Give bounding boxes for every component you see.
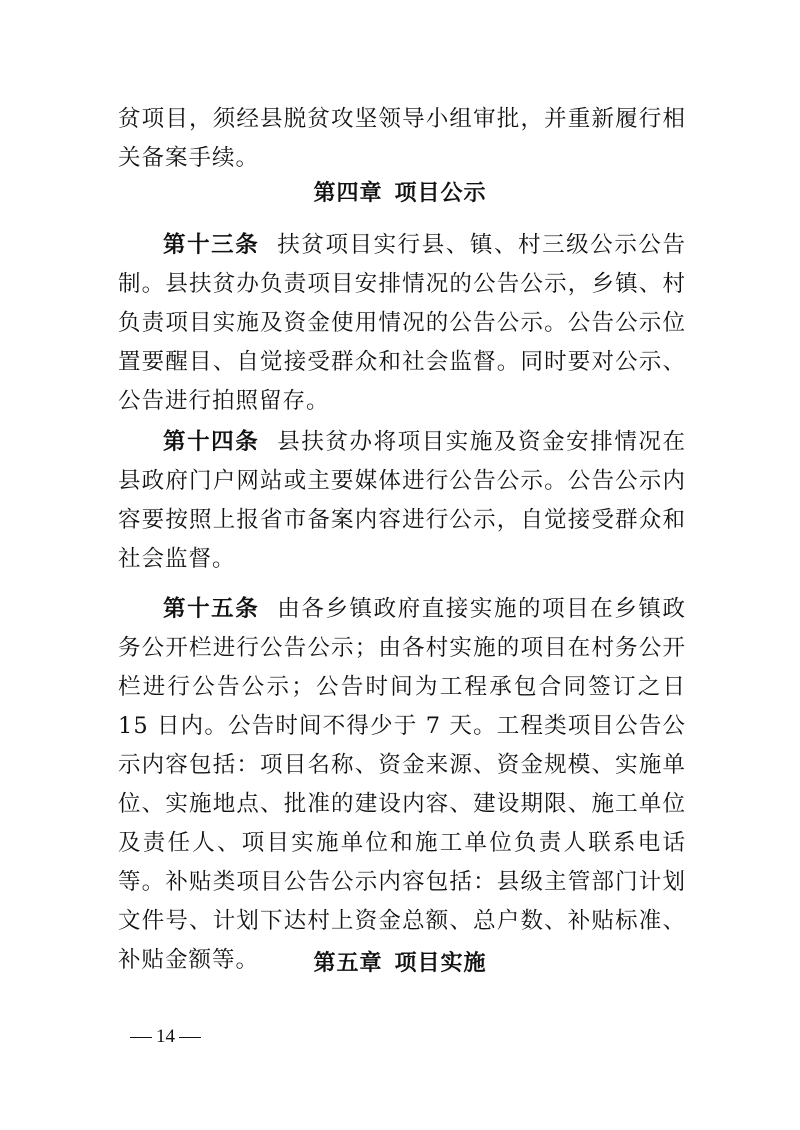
article-15-label: 第十五条 xyxy=(163,596,260,622)
continuation-paragraph xyxy=(118,100,686,178)
footer-left-dash xyxy=(130,1037,152,1038)
chapter-4-title: 项目公示 xyxy=(394,180,487,206)
article-13-text: 扶贫项目实行县、镇、村三级公示公告制。县扶贫办负责项目安排情况的公告公示，乡镇、村负责项目实施及资金使用情况的公告公示。公告公示位置要醒目、自觉接受群众和社会监督。同时要对公示、公告进行拍照留存。 xyxy=(118,232,686,414)
chapter-4-heading xyxy=(0,178,800,208)
article-13-paragraph xyxy=(118,226,686,421)
chapter-5-title: 项目实施 xyxy=(394,950,487,976)
article-15-text: 由各乡镇政府直接实施的项目在乡镇政务公开栏进行公告公示；由各村实施的项目在村务公开栏进行公告公示；公告时间为工程承包合同签订之日 15 日内。公告时间不得少于 7 天。工程类项目公告公示内容包括：项目名称、资金来源、资金规模、实施单位、实施地点、批准的建设内容、建设期限、施工单位及责任人、项目实施单位和施工单位负责人联系电话等。补贴类项目公告公示内容包括：县级主管部门计划文件号、计划下达村上资金总额、总户数、补贴标准、补贴金额等。 xyxy=(118,596,686,973)
chapter-4-number: 第四章 xyxy=(313,180,383,206)
article-14-label: 第十四条 xyxy=(163,429,260,455)
article-14-paragraph xyxy=(118,423,686,579)
continuation-text: 贫项目，须经县脱贫攻坚领导小组审批，并重新履行相关备案手续。 xyxy=(118,106,686,171)
chapter-5-heading xyxy=(0,948,800,978)
article-13-label: 第十三条 xyxy=(163,232,260,258)
footer-right-dash xyxy=(179,1037,201,1038)
article-15-paragraph xyxy=(118,590,686,980)
article-14-text: 县扶贫办将项目实施及资金安排情况在县政府门户网站或主要媒体进行公告公示。公告公示内容要按照上报省市备案内容进行公示，自觉接受群众和社会监督。 xyxy=(118,429,686,572)
page-number: 14 xyxy=(156,1026,175,1047)
chapter-5-number: 第五章 xyxy=(313,950,383,976)
page-footer xyxy=(130,1024,201,1050)
